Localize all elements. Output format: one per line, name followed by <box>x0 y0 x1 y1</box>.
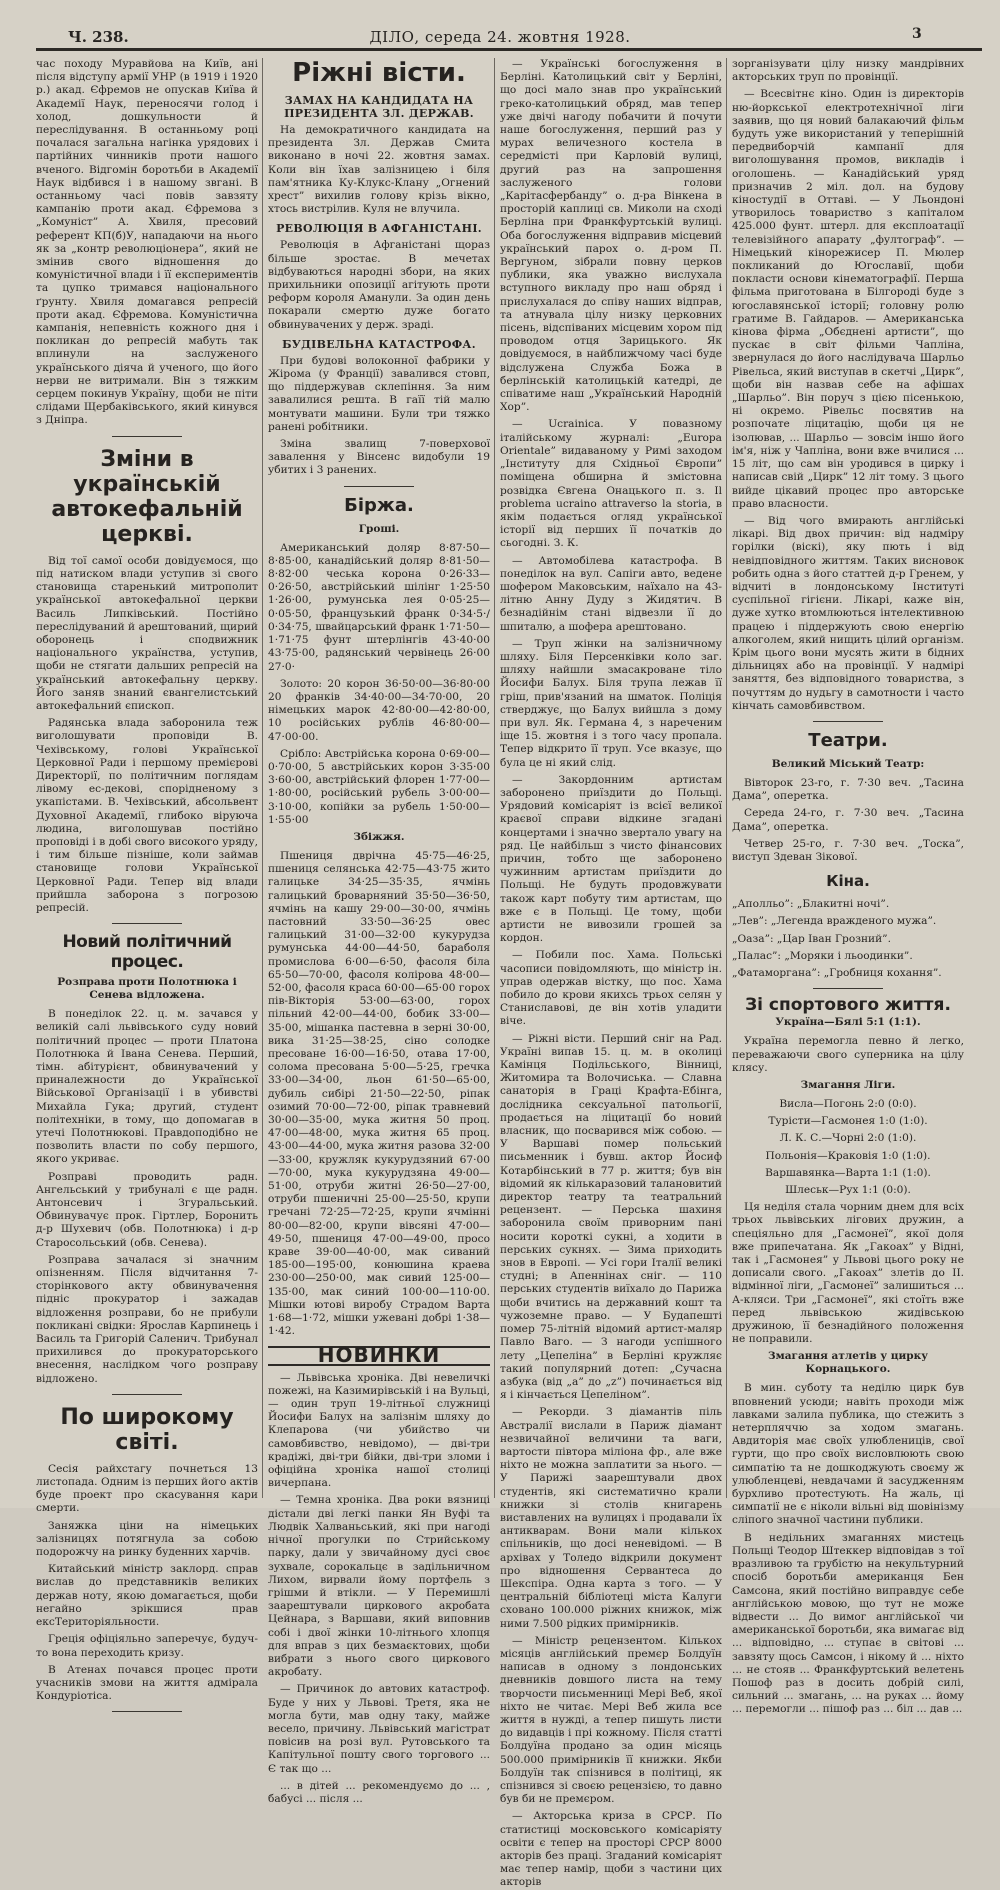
article-text: час походу Муравйова на Київ, ані після відступу армії УНР (в 1919 і 1920 р.) акад. Єфремов не опускав Київа й Академії Наук, переносячи голод і холод, дошкульности й переслідування. В останньому році почалася загальна нагінка урядових і партійних чинників проти нашого вченого. Відгомін боротьби в Академії Наук відбився і в нашому звгані. В останньому часі повів завзяту кампанію проти акад. Єфремова з „Комуніст” А. Хвиля, пресовий референт КП(б)У, нападаючи на нього як за „контр революціонера”, який не змінив свого відношення до комуністичної влади і її експериментів та цупко тримався національного ґрунту. Хвиля домагався репресій проти акад. Єфремова. Комуністична кампанія, непевність кожного дня і покликан до репресій мабуть так вплинули на заслуженого українського діяча й ученого, що його нерви не витримали. Він з тяжким серцем покинув Україну, щоби не піти слідами Щербаківського, який кинувся з Дніпра. <box>36 58 258 427</box>
theater-listing: Середа 24-го, г. 7·30 веч. „Тасина Дама”, оперетка. <box>732 807 964 833</box>
match-result: Варшавянка—Варта 1:1 (1:0). <box>765 1166 931 1179</box>
article-text: — Закордонним артистам заборонено приїздити до Польщі. Урядовий комісаріят із всієї великої краєвої справи відкине згадані концертами і значно звертало увагу на ряд. Це найбільш з чисто фінансових причин, тобто ще заборонено чужинним артистам приїздити до Польщі. Не будуть продовжувати також карт побуту тим артистам, що вже є в Польщі. Це тому, щоби артисти не вивозили грошей за кордон. <box>500 773 722 945</box>
divider <box>813 721 883 722</box>
article-text: Від тої самої особи довідуємося, що під натиском влади уступив зі свого становища старенький митрополит української автокефальної церкви Василь Липківський. Постійно переслідуваний й арештований, щирий оборонець і сподвижник національного українства, уступив, щоби не стягати дальших репресій на український автокефальну церкву. Його заняв знаний євангелистський автокефальний єпископ. <box>36 554 258 712</box>
article-text: Греція офіціяльно заперечує, будуч-то вона переходить кризу. <box>36 1633 258 1659</box>
article-text: — Автомобілева катастрофа. В понеділок на вул. Сапіги авто, ведене шофером Маковським, наїхало на 43-літню Анну Дуду з Жидятич. В безнадійнім стані відвезли її до шпиталю, а шофера арештовано. <box>500 554 722 633</box>
article-text: — Ріжні вісти. Перший сніг на Рад. Україні випав 15. ц. м. в околиці Камінця Подільського, Вінниці, Житомира та Волочиська. — Славна санаторія в Граці Крафта-Ебінга, дослідника сексуальної патольогії, продається на ліцитації бо новий власник, що посварився між собою. — У Варшаві помер польський письменник і бувш. актор Йосиф Котарбінський в 77 р. життя; був він відомий як кількаразовий талановитий директор театру та театральний рецензент. — Перська шахиня заборонила своїм приворним пані носити короткі сукні, а ходити в перських сукнях. — Зима приходить знов в Европі. — Усі гори Італії великі студні; в Апеннінах сніг. — 110 перських студентів виїхало до Парижа щоби вчитись на державний кошт та чужоземне право. — У Будапешті помер 75-літній відомий артист-маляр Павло Ваго. — З нагоди успішного лету „Цепеліна” в Берліні кружляє такий популярний дотеп: „Сучасна азбука (від „а” до „z”) починається від я і кінчається Цепеліном”. <box>500 1032 722 1402</box>
article-text: Україна перемогла певно й легко, переважаючи свого суперника на цілу клясу. <box>732 1035 964 1074</box>
cinema-listing: „Лев”: „Легенда вражденого мужа”. <box>732 915 937 928</box>
article-text: В Атенах почався процес проти учасників змови на життя адмірала Кондуріотіса. <box>36 1663 258 1703</box>
article-text: Революція в Афганістані щораз більше зростає. В мечетах відбуваються народні збори, на яких прихильники опозиції агітують проти реформ короля Аманули. За один день покарали смертю дуже богато обвинувачених у держ. зраді. <box>268 239 490 331</box>
cinema-listing: „Оаза”: „Цар Іван Грозний”. <box>732 932 891 945</box>
page-number: 3 <box>912 26 922 42</box>
column-divider <box>494 58 495 1498</box>
article-text: Ця неділя стала чорним днем для всіх трьох львівських лігових дружин, а спеціяльно для „Гасмонеї”, якої доля вже припечатана. Як „Гакоах” у Відні, так і „Гасмонея” у Львові цього року не дописали свого. „Гакоах” злетів до II. відмінної ліги, „Гасмонеї” залишиться ... А-кляси. Три „Гасмонеї”, які стоїть вже перед львівською жидівською дружиною, її безнадійного положення не поправили. <box>732 1201 964 1346</box>
article-text: Заняжка ціни на німецьких залізницях потягнула за собою подорожчу на ринку буденних харчів. <box>36 1519 258 1559</box>
article-text: — Львівська хроніка. Дві невеличкі пожежі, на Казимирівській і на Вульці, — один труп 19-літньої служниці Йосифи Балух на залізнім шляху до Клепарова (чи убийство чи самовбивство, невідомо), — дві-три крадіжі, дві-три бійки, дві-три зломи і офіційна хроніка нашої столиці вичерпана. <box>268 1371 490 1490</box>
headline-news: Ріжні вісти. <box>292 58 466 88</box>
article-text: — Акторська криза в СРСР. По статистиці московського комісаріяту освіти є тепер на просторі СРСР 8000 акторів без праці. Згаданий комісаріят має тепер намір, щоби з частини цих акторів <box>500 1810 722 1889</box>
article-text: Розправі проводить радн. Ангельський у трибуналі є ще радн. Антонсевич і Згуральський. Обвинувачує прок. Гіртлер, Боронить д-р Шухевич (обв. Полотнюка) і д-р Старосольський (обв. Сенева). <box>36 1170 258 1249</box>
subheadline-athletes: Змагання атлетів у цирку Корнацького. <box>768 1350 928 1376</box>
divider <box>813 988 883 989</box>
subheadline-league: Змагання Ліги. <box>800 1079 896 1091</box>
article-text: Радянська влада заборонила теж виголошувати проповіди В. Чехівському, голові Української Церковної Ради і першому премієрові Директорії, по політичним поглядам лівому ес-декові, спорідненому з укапістами. В. Чехівський, абсольвент Духовної Академії, глибоко віруюча людина, виголошував постійно проповіді і в добі свого високого уряду, і тим більше пізніше, коли займав становище голови Української Церковної Ради. Тепер від влади прийшла заборона з погрозою репресій. <box>36 717 258 914</box>
article-text: При будові волоконної фабрики у Жірома (у Франції) завалився стовп, що піддержував склепіння. За ним завалилися решта. В гаїї тій малю монтувати машини. Були три тяжко ранені робітники. <box>268 354 490 433</box>
column-4 <box>732 58 964 1716</box>
article-text: В мин. суботу та неділю цирк був вповнений усюди; навіть проходи між лавками залила публика, що стежить з нетерпляччю за ходом змагань. Авдиторія має своїх улюблениців, свої гурти, що про своїх висловлюють свою симпатію та не дошкоджують своєму ж улюбленцеві, невдачами й засудженням бурхливо протестують. На жаль, ці симпатії не є ніколи вільні від шовінізму сліпого значної частини публики. <box>732 1382 964 1527</box>
exchange-rates: Американський доляр 8·87·50—8·85·00, канадійський доляр 8·81·50—8·82·00 чеська корона 0·26·33—0·26·50, австрійський шілінг 1·25·50 1·26·00, румунська лея 0·05·25—0·05·50, французький франк 0·34·5·/ 0·34·75, швайцарський франк 1·71·50—1·71·75 фунт штерлінгів 43·40·00 43·75·00, радянський червінець 26·00 27·0· <box>268 541 490 673</box>
exchange-gold: Золото: 20 корон 36·50·00—36·80·00 20 франків 34·40·00—34·70·00, 20 німецьких марок 42·80·00—42·80·00, 10 російських рублів 46·80·00—47·00·00. <box>268 677 490 743</box>
article-text: зорганізувати цілу низку мандрівних акторських труп по провінції. <box>732 58 964 84</box>
subheadline-attempt: ЗАМАХ НА КАНДИДАТА НА ПРЕЗИДЕНТА ЗЛ. ДЕРЖАВ. <box>284 94 474 120</box>
headline-theaters: Театри. <box>808 729 888 751</box>
match-result: Турісти—Гасмонея 1:0 (1:0). <box>768 1115 928 1128</box>
headline-sport: Зі спортового життя. <box>745 995 951 1016</box>
article-text: Зміна звалищ 7-поверхової завалення у Вінсенс видобули 19 убитих і 3 ранених. <box>268 438 490 477</box>
subheadline-trial: Розправа проти Полотнюка і Сенева відложена. <box>57 976 237 1002</box>
article-text: ... в дітей ... рекомендуємо до ... , бабусі ... після ... <box>268 1779 490 1805</box>
headline-exchange: Біржа. <box>344 494 414 516</box>
divider <box>344 486 414 487</box>
exchange-silver: Срібло: Австрійська корона 0·69·00—0·70·00, 5 австрійських корон 3·35·00 3·60·00, австрійський флорен 1·77·00—1·80·00, російський рубель 3·00·00—3·10·00, копійки за рубель 1·50·00—1·55·00 <box>268 747 490 826</box>
article-text: — Причинок до автових катастроф. Буде у них у Львові. Третя, яка не могла бути, мав одну таку, майже весело, причину. Львівський магістрат повісив на розі вул. Рутовського та Капітульної пошту свого торгового ... Є так що ... <box>268 1683 490 1775</box>
masthead: ДІЛО, середа 24. жовтня 1928. <box>369 28 631 46</box>
article-text: — Від чого вмирають англійські лікарі. Від двох причин: від надміру горілки (віскі), яку пють і від невідповідного життям. Таких висновок робить одна з його статтей д-р Гренем, у відчиті в лондонському Інституті суспільної гігієни. Лікарі, каже він, дуже хутко втомлюються інтелективною працею і піддержують свою енергію алкоголем, який нищить цілий організм. Крім цього вони мусять жити в бідних дільницях або на провінції. У надмірі заняття, без відповідного товариства, з почуттям до нудьгу в самотности і часто кінчать самовбивством. <box>732 514 964 712</box>
divider <box>112 923 182 924</box>
subheadline-revolution: РЕВОЛЮЦІЯ В АФГАНІСТАНІ. <box>276 222 482 236</box>
article-text: — Міністр рецензентом. Кількох місяців англійський премєр Болдуїн написав в одному з лондонських дневників довшого листа на тему творчости письменниці Мері Веб, якої ніхто не читає. Мері Веб жила все життя в нужді, а тепер пишуть листи до видавців і прі кожному. Після статті Болдуїна продано за один місяць 500.000 примірників її книжки. Якби Болдуїн так спізнився в політиці, як спізнився зі своєю рецензією, то давно був би не премєром. <box>500 1634 722 1806</box>
header-rule <box>36 48 982 51</box>
theater-listing: Четвер 25-го, г. 7·30 веч. „Тоска”, виступ Здеван Зікової. <box>732 837 964 863</box>
headline-world: По широкому світі. <box>60 1404 234 1455</box>
subheadline-match: Україна—Бялі 5:1 (1:1). <box>775 1016 921 1029</box>
theater-listing: Вівторок 23-го, г. 7·30 веч. „Тасина Дама”, оперетка. <box>732 776 964 803</box>
article-text: Сесія райхстагу почнеться 13 листопада. Одним із перших його актів буде проект про скасування кари смерти. <box>36 1462 258 1515</box>
subheadline-catastrophe: БУДІВЕЛЬНА КАТАСТРОФА. <box>282 337 476 351</box>
column-divider <box>262 58 263 1498</box>
subheadline-money: Гроші. <box>358 522 400 535</box>
column-1 <box>36 58 258 1703</box>
headline-cinema: Кіна. <box>826 872 870 891</box>
article-text: — Темна хроніка. Два роки вязниці дістали дві легкі панки Ян Вуфі та Людвік Халваньський, які при нагоді нічної прогулки по Стрийському парку, дали у звичайному дусі своє зухвале, сорокальцє в задільничном Лихом, вирвали йому портфель з грішми й втікли. — У Перемишлі заарештували циркового акробата Цейнара, з Варшави, який виповнив собі і двої жінки 10-літнього хлопця для вправ з цих безмаєктових, щоби вибрати з нього свого циркового акробату. <box>268 1494 490 1679</box>
article-text: В понеділок 22. ц. м. зачався у великій салі львівського суду новий політичний процес — проти Платона Полотнюка й Івана Сенева. Перший, тімн. абітурієнт, обвинувачений у приналежности до Української Військової Організації і в убивстві Михайла Гука; другий, студент політехніки, в тому, що допомагав в утечі Полотнюкові. Правдоподібно не позволить власти по собу першого, якого укриває. <box>36 1008 258 1166</box>
article-text: Китайський міністр заклорд. справ вислав до представників великих держав ноту, якою домагається, щоби негайно зрікшися прав ексТериторіяльности. <box>36 1563 258 1629</box>
article-text: — Побили пос. Хама. Польські часописи повідомляють, що міністр ін. управ одержав вістку, що пос. Хама побило до крови якихсь трьох селян у Станиславові, де він хотів уладити віче. <box>500 949 722 1028</box>
match-result: Висла—Погонь 2:0 (0:0). <box>779 1098 917 1110</box>
column-2 <box>268 58 490 1805</box>
article-text: — Всесвітнє кіно. Один із директорів ню-йоркської електротехнічної ліги заявив, що ця новий балакаючий фільм будуть уже використаний у теперішній передвиборчій кампанії для виголошування промов, викладів і оголошень. — Канадійський уряд призначив 2 міл. дол. на будову кіностудії в Оттаві. — У Льондоні утворилось товариство з капіталом 425.000 фунт. штерл. для експлоатації телевізійного апарату „фултограф”. — Німецький кінорежисер П. Мюлер покликаний до Югославії, щоби покласти основи кінематографії. Перша фільма приготована в Білгороді буде з югославянської історії; головну ролю гратиме В. Гайдаров. — Американська кінова фірма „Обєднені артисти”, що пускає в світ фільми Чапліна, звернулася до його наслідувача Шарльо Рівельса, який виступав в скетчі „Цирк”, щоби він назвав себе на афішах „Шарльо”. Він поруч з цією пісенькою, ні окремо. Рівельс посвятив на розпочате ліцитацію, щоби ця не ізолював, ... Шарльо — зовсім іншо його ім'я, ніж у Чапліна, вони вже вчилися ... 15 літ, що сам він уродився в цирку і написав свій „Цирк” 12 літ тому. З цього вийде цікавий процес про авторське право власности. <box>732 88 964 510</box>
subheadline-grain: Збіжжя. <box>353 830 405 843</box>
divider <box>112 1394 182 1395</box>
grain-prices: Пшениця дврічна 45·75—46·25, пшениця селянська 42·75—43·75 жито галицьке 34·25—35·35, ячмінь галицький броварняний 35·50—36·50, ячмінь на кашу 29·00—30·00, ячмінь пастовний 33·50—36·25 овес галицький 31·00—32·00 кукурудза румунська 44·00—44·50, бараболя промислова 6·00—6·50, фасоля біла 65·50—70·00, фасоля колірова 48·00—52·00, фасоля краса 60·00—65·00 горох пів-Вікторія 53·00—63·00, горох пільний 42·00—44·00, бобик 33·00—35·00, мішанка пастевна в зерні 30·00, вика 31·25—38·25, сіно солодке пресоване 16·00—16·50, отава 17·00, солома пресована 5·00—5·25, гречка 33·00—34·00, льон 61·50—65·00, дубиль сибірі 21·50—22·50, ріпак озимий 70·00—72·00, ріпак травневий 30·00—35·00, мука житня 50 проц. 47·00—48·00, мука житня 65 проц. 43·00—44·00, мука житня разова 32·00—33·00, кружляк кукурудзяний 67·00—70·00, мука кукурудзяна 49·00—51·00, отруби житні 26·50—27·00, отруби пшеничні 25·00—25·50, крупи гречані 72·25—72·25, крупи ячмінні 80·00—82·00, крупи вівсяні 47·00—49·50, пшениця 47·00—49·00, просо краве 39·00—40·00, мак сиваний 185·00—195·00, конюшина краева 230·00—250·00, мак сивий 125·00—135·00, мак синий 100·00—110·00. Мішки ютові виробу Страдом Варта 1·68—1·72, мішки ужевані добрі 1·38—1·42. <box>268 849 490 1338</box>
subheadline-theater: Великий Міський Театр: <box>771 757 925 770</box>
issue-number: Ч. 238. <box>68 28 129 46</box>
match-result: Польонія—Краковія 1:0 (1:0). <box>765 1149 931 1162</box>
article-text: Розправа зачалася зі значним опізненням. Після відчитання 7-сторінкового акту обвинувачення підніс прокуратор і зажадав відложення розправи, бо не прибули покликані свідки: Ярослав Карпинець і Василь та Григорій Саленич. Трибунал прихилився до прокураторського внесення, наслідком чого розправу відложено. <box>36 1253 258 1385</box>
column-3 <box>500 58 722 1889</box>
headline-church: Зміни в українській автокефальній церкві. <box>51 446 243 547</box>
article-text: — Українські богослуження в Берліні. Католицький світ у Берліні, що досі мало знав про український греко-католицький обряд, мав тепер уже двічі нагоду побачити й почути наше богослуження, перший раз у мурах величезного костела в середмісті при Карловій вулиці, другий раз на запрошення заслуженого голови „Карітасфербанду” о. д-ра Вінкена в просторій каплиці св. Миколи на сході Берліна при Франкфуртській вулиці. Оба богослуження відправив місцевий український парох о. д-ром П. Вергуном, зібрали повну церков публики, яка уважно вислухала вступного викладу про наш обряд і прислухалася до співу наших відправ, та атнувала цілу низку церковних пісень, відспіваних місцевим хором під проводом отця Зарицького. Як довідуємося, в найближчому часі буде відслужена Служба Божа в берлінській католицькій катедрі, де співатиме наш „Український Народній Хор”. <box>500 58 722 414</box>
headline-latest: НОВИНКИ <box>268 1346 490 1365</box>
cinema-listing: „Палас”: „Моряки і льоодинки”. <box>732 949 913 962</box>
article-text: В недільних змаганнях мистець Польщі Теодор Штеккер відповідав з тої вразливою та грубістю на некультурний спосіб боротьби американця Бен Самсона, який постійно виправдує себе англійською мовою, що тут не може відвести ... До вимог англійської чи американської боротьби, яка вимагає від ... відповідно, ... ступає в світові ... завзяту щось Самсон, і нікому й ... ніхто ... не стояв ... Франкфуртський велетень Пошоф раз в досить добрій силі, сильний ... змагань, ... на руках ... йому ... перемогли ... пішоф раз ... біл ... дав ... <box>732 1531 964 1716</box>
headline-trial: Новий політичний процес. <box>62 932 232 973</box>
divider <box>112 1711 182 1712</box>
cinema-listing: „Фатаморгана”: „Гробниця кохання”. <box>732 966 942 979</box>
article-text: — Рекорди. З діамантів піль Австралії вислали в Париж діамант незвичайної величини та ваги, вартости півтора міліона фр., але вже ніхто не можна заплатити за нього. — У Парижі заарештували двох студентів, які систематично крали книжки зі столів книгарень виставлених на вулицях і продавали їх антикварам. Вони мали кількох спільників, що досі неневідомі. — В архівах у Толедо відкрили документ про відношення Сервантеса до Шекспіра. Одна карта з того. — У центральній бібліотеці міста Калуги сховано 100.000 ріжних книжок, між ними 7.500 рідких примірників. <box>500 1406 722 1630</box>
article-text: — Ucrainica. У повазному італійському журналі: „Europa Orientale” видаваному у Римі заходом „Інституту для Східньої Європи” поміщена обширна й змістовна розвідка Євгена Онацького п. з. Il problema ucraino attraverso la storia, в якім подається огляд української історії від перших її початків до сьогодні. З. К. <box>500 418 722 550</box>
column-divider <box>726 58 727 1498</box>
divider <box>112 436 182 437</box>
cinema-listing: „Аполльо”: „Блакитні ночі”. <box>732 898 890 911</box>
match-result: Шлеськ—Рух 1:1 (0:0). <box>785 1184 911 1197</box>
article-text: — Труп жінки на залізничному шляху. Біля Персенківки коло заг. шляху найшли змасакроване тіло Йосифи Балух. Біля трупа лежав її гріш, прив'язаний на шматок. Поліція стверджує, що Балух вийшла з дому при вул. Як. Германа 4, з нареченим іще 15. жовтня і з того часу пропала. Тепер відкрито її труп. Усе вказує, що була це ні який слід. <box>500 637 722 769</box>
article-text: На демократичного кандидата на президента Зл. Держав Смита виконано в ночі 22. жовтня замах. Коли він їхав залізницею і біля пам'ятника Ку-Клукс-Клану „Огнений хрест” вихилив голову крізь вікно, хтось вистрілив. Куля не влучила. <box>268 124 490 216</box>
match-result: Л. К. С.—Чорні 2:0 (1:0). <box>779 1132 917 1145</box>
